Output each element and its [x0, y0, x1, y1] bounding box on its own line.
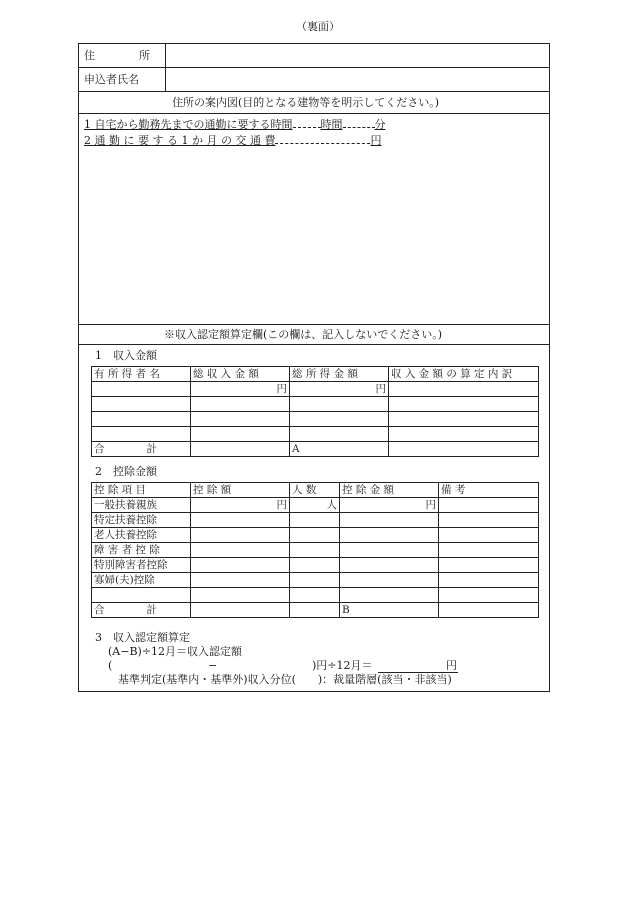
- yen-unit: 円: [370, 134, 382, 147]
- formula-text: (A−B)÷12月＝収入認定額: [108, 645, 243, 658]
- applicant-label: 申込者氏名: [84, 73, 139, 86]
- table-cell[interactable]: [290, 603, 340, 618]
- table-cell[interactable]: [340, 513, 439, 528]
- calc-open: (: [108, 659, 113, 672]
- divider: [78, 91, 550, 92]
- section3-title: 3 収入認定額算定: [95, 631, 190, 644]
- deduction-item: 障 害 者 控 除: [92, 543, 191, 558]
- income-table: [91, 366, 539, 457]
- table-cell[interactable]: [290, 558, 340, 573]
- table-cell[interactable]: [340, 588, 439, 603]
- table-total-row: [92, 603, 539, 618]
- table-cell[interactable]: [92, 382, 191, 397]
- table-cell[interactable]: [389, 397, 539, 412]
- table-cell[interactable]: [439, 513, 539, 528]
- table-cell[interactable]: [340, 543, 439, 558]
- column-header: 控 除 額: [191, 483, 290, 498]
- commute-time-label: 1 自宅から勤務先までの通勤に要する時間: [84, 118, 293, 131]
- table-row: [92, 397, 539, 412]
- deduction-item: 寡婦(夫)控除: [92, 573, 191, 588]
- table-row: [92, 588, 539, 603]
- table-cell[interactable]: [191, 397, 290, 412]
- map-area[interactable]: [80, 150, 548, 322]
- table-row: [92, 498, 539, 513]
- table-cell[interactable]: [290, 397, 389, 412]
- section1-title: 1 収入金額: [95, 349, 157, 362]
- table-cell[interactable]: [439, 498, 539, 513]
- table-cell[interactable]: [191, 528, 290, 543]
- column-header: 人 数: [290, 483, 340, 498]
- commute-hours-field[interactable]: [293, 127, 321, 128]
- column-header: 収 入 金 額 の 算 定 内 訳: [389, 367, 539, 382]
- table-cell[interactable]: [191, 573, 290, 588]
- total-marker[interactable]: A: [290, 442, 389, 457]
- table-cell[interactable]: 人: [290, 498, 340, 513]
- total-label: 合 計: [92, 442, 191, 457]
- table-cell[interactable]: [191, 603, 290, 618]
- table-cell[interactable]: [92, 397, 191, 412]
- table-row: [92, 528, 539, 543]
- assessment-header: ※収入認定額算定欄(この欄は、記入しないでください。): [164, 328, 443, 341]
- address-label: 住 所: [84, 49, 150, 62]
- hours-unit: 時間: [320, 118, 343, 131]
- table-cell[interactable]: [290, 588, 340, 603]
- divider: [165, 43, 166, 91]
- column-header: 控 除 項 目: [92, 483, 191, 498]
- table-cell[interactable]: [439, 528, 539, 543]
- page-label: （裏面）: [296, 20, 340, 33]
- table-header-row: [92, 483, 539, 498]
- table-cell[interactable]: [92, 427, 191, 442]
- table-cell[interactable]: [340, 528, 439, 543]
- table-cell[interactable]: [389, 382, 539, 397]
- table-cell[interactable]: [191, 588, 290, 603]
- table-cell[interactable]: [191, 412, 290, 427]
- result-yen: 円: [446, 659, 457, 672]
- column-header: 有 所 得 者 名: [92, 367, 191, 382]
- table-cell[interactable]: [439, 573, 539, 588]
- table-cell[interactable]: [92, 412, 191, 427]
- total-marker[interactable]: B: [340, 603, 439, 618]
- table-cell[interactable]: 円: [290, 382, 389, 397]
- divider: [78, 344, 550, 345]
- table-cell[interactable]: [290, 513, 340, 528]
- table-cell[interactable]: [191, 427, 290, 442]
- table-cell[interactable]: [439, 603, 539, 618]
- column-header: 控 除 金 額: [340, 483, 439, 498]
- deduction-item: 一般扶養親族: [92, 498, 191, 513]
- deduction-item: 特別障害者控除: [92, 558, 191, 573]
- deduction-table: [91, 482, 539, 618]
- table-header-row: [92, 367, 539, 382]
- table-row: [92, 412, 539, 427]
- table-cell[interactable]: [290, 427, 389, 442]
- column-header: 総 所 得 金 額: [290, 367, 389, 382]
- table-cell[interactable]: [290, 543, 340, 558]
- minutes-unit: 分: [374, 118, 386, 131]
- table-row: [92, 543, 539, 558]
- column-header: 総 収 入 金 額: [191, 367, 290, 382]
- deduction-item: 特定扶養控除: [92, 513, 191, 528]
- total-label: 合 計: [92, 603, 191, 618]
- commute-cost-line: [84, 135, 381, 147]
- table-cell[interactable]: [340, 573, 439, 588]
- table-cell[interactable]: [191, 558, 290, 573]
- table-cell[interactable]: [191, 543, 290, 558]
- table-cell[interactable]: [340, 558, 439, 573]
- table-cell[interactable]: [290, 573, 340, 588]
- section2-title: 2 控除金額: [95, 465, 157, 478]
- table-cell[interactable]: [389, 427, 539, 442]
- divider: [78, 113, 550, 114]
- divider: [78, 324, 550, 325]
- table-row: [92, 382, 539, 397]
- table-cell[interactable]: [290, 412, 389, 427]
- table-cell[interactable]: 円: [191, 498, 290, 513]
- commute-time-line: [84, 119, 386, 131]
- calc-minus: −: [208, 659, 218, 672]
- deduction-item: 老人扶養控除: [92, 528, 191, 543]
- table-cell[interactable]: 円: [340, 498, 439, 513]
- calc-rest: )円÷12月＝: [312, 659, 373, 672]
- commute-cost-label: 2 通 勤 に 要 す る 1 か 月 の 交 通 費: [84, 134, 276, 147]
- table-row: [92, 513, 539, 528]
- table-cell[interactable]: [290, 528, 340, 543]
- table-row: [92, 558, 539, 573]
- applicant-name-field[interactable]: [167, 68, 549, 91]
- table-cell[interactable]: [191, 442, 290, 457]
- commute-cost-field[interactable]: [275, 143, 370, 144]
- table-row: [92, 573, 539, 588]
- table-total-row: [92, 442, 539, 457]
- table-row: [92, 427, 539, 442]
- column-header: 備 考: [439, 483, 539, 498]
- map-caption: 住所の案内図(目的となる建物等を明示してください。): [172, 96, 440, 109]
- table-cell[interactable]: [191, 513, 290, 528]
- criteria-text: 基準判定(基準内・基準外)収入分位( )：裁量階層(該当・非該当): [118, 673, 452, 686]
- table-cell[interactable]: 円: [191, 382, 290, 397]
- table-cell[interactable]: [92, 588, 191, 603]
- table-cell[interactable]: [439, 543, 539, 558]
- address-field[interactable]: [167, 44, 549, 67]
- table-cell[interactable]: [439, 588, 539, 603]
- table-cell[interactable]: [439, 558, 539, 573]
- table-cell[interactable]: [389, 442, 539, 457]
- commute-minutes-field[interactable]: [343, 127, 375, 128]
- table-cell[interactable]: [389, 412, 539, 427]
